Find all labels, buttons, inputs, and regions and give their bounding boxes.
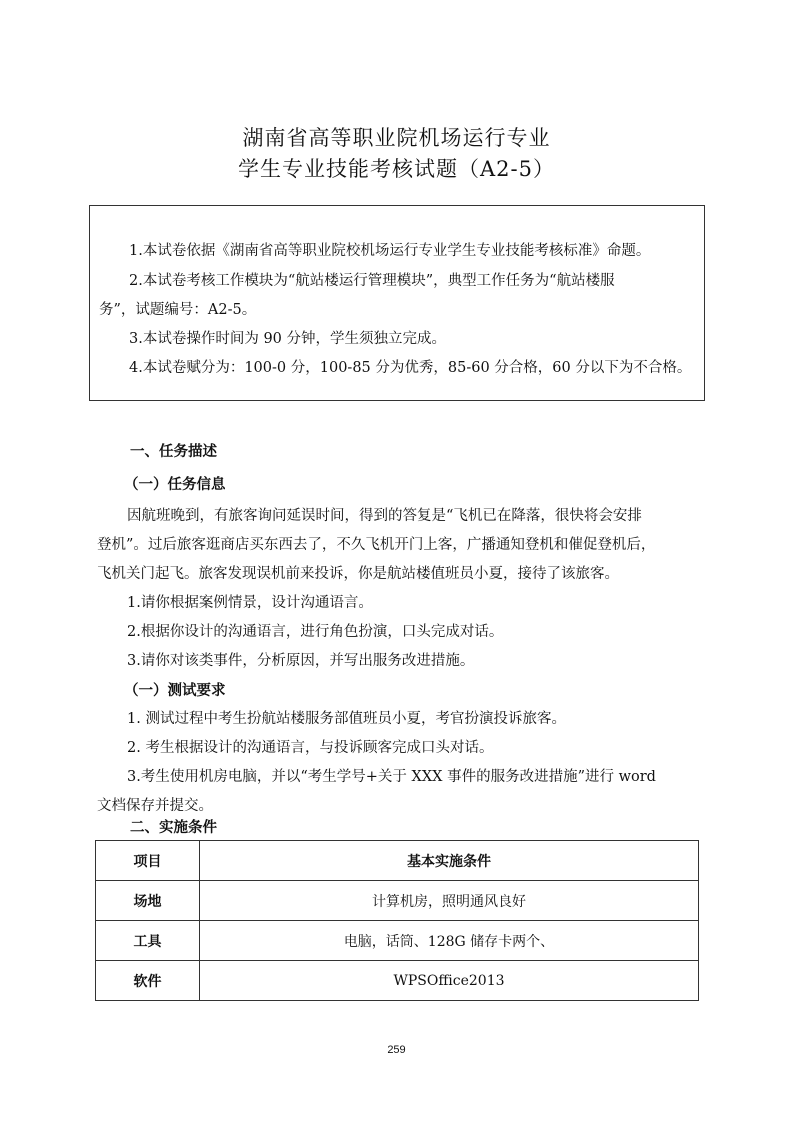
notice-item-2-line1: 2.本试卷考核工作模块为“航站楼运行管理模块”，典型工作任务为“航站楼服	[129, 273, 615, 289]
section-heading-task-description: 一、任务描述	[130, 444, 217, 460]
document-title-line1: 湖南省高等职业院机场运行专业	[242, 126, 551, 150]
table-row	[96, 961, 699, 1001]
subsection-heading-test-requirements: （一）测试要求	[124, 683, 226, 699]
table-cell-item: 工具	[96, 921, 200, 961]
table-row	[96, 881, 699, 921]
case-line-3: 飞机关门起飞。旅客发现误机前来投诉，你是航站楼值班员小夏，接待了该旅客。	[97, 566, 619, 582]
requirement-item-1: 1. 测试过程中考生扮航站楼服务部值班员小夏，考官扮演投诉旅客。	[127, 711, 566, 727]
notice-box	[89, 205, 705, 401]
requirement-item-2: 2. 考生根据设计的沟通语言，与投诉顾客完成口头对话。	[127, 740, 494, 756]
notice-item-2-line2: 务”，试题编号：A2-5。	[99, 302, 257, 318]
notice-item-1: 1.本试卷依据《湖南省高等职业院校机场运行专业学生专业技能考核标准》命题。	[129, 243, 651, 259]
case-line-1: 因航班晚到，有旅客询问延误时间，得到的答复是“飞机已在降落，很快将会安排	[127, 508, 642, 524]
task-item-2: 2.根据你设计的沟通语言，进行角色扮演，口头完成对话。	[127, 624, 504, 640]
table-header-row	[96, 841, 699, 881]
requirement-item-3-line1: 3.考生使用机房电脑，并以“考生学号+关于 XXX 事件的服务改进措施”进行 word	[127, 769, 656, 785]
section-heading-conditions: 二、实施条件	[130, 820, 217, 836]
task-item-3: 3.请你对该类事件，分析原因，并写出服务改进措施。	[127, 653, 475, 669]
notice-item-3: 3.本试卷操作时间为 90 分钟，学生须独立完成。	[129, 331, 447, 347]
table-cell-item: 场地	[96, 881, 200, 921]
table-cell-condition: WPSOffice2013	[200, 961, 699, 1001]
table-header-cell: 项目	[96, 841, 200, 881]
document-title-line2: 学生专业技能考核试题（A2-5）	[238, 157, 555, 181]
page-number: 259	[387, 1044, 406, 1056]
table-row	[96, 921, 699, 961]
notice-item-4: 4.本试卷赋分为：100-0 分，100-85 分为优秀，85-60 分合格，60 分以下为不合格。	[129, 360, 692, 376]
requirement-item-3-line2: 文档保存并提交。	[97, 798, 213, 814]
table-cell-condition: 电脑，话筒、128G 储存卡两个、	[200, 921, 699, 961]
subsection-heading-task-info: （一）任务信息	[124, 477, 226, 493]
table-cell-item: 软件	[96, 961, 200, 1001]
case-line-2: 登机”。过后旅客逛商店买东西去了，不久飞机开门上客，广播通知登机和催促登机后，	[97, 537, 656, 553]
task-item-1: 1.请你根据案例情景，设计沟通语言。	[127, 595, 373, 611]
table-cell-condition: 计算机房，照明通风良好	[200, 881, 699, 921]
table-header-cell: 基本实施条件	[200, 841, 699, 881]
conditions-table	[95, 840, 699, 1001]
